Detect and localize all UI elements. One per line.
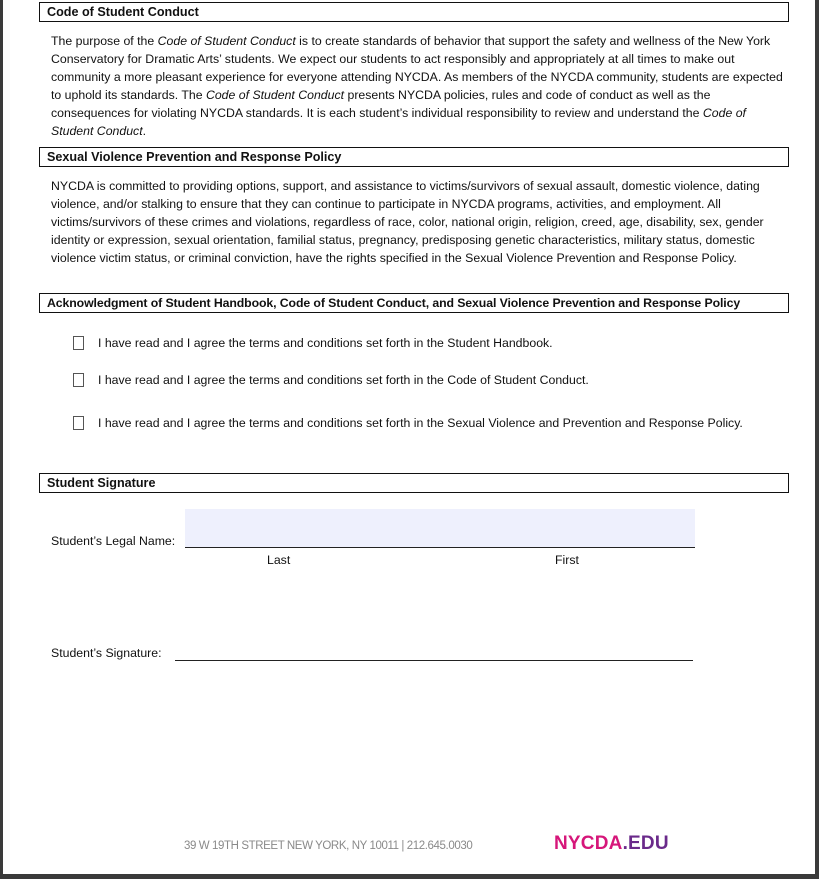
italic-title-ref: Code of Student Conduct: [157, 34, 296, 48]
ack-code-of-conduct-row[interactable]: [73, 371, 773, 389]
italic-title-ref: Code of Student Conduct: [51, 106, 746, 139]
text-run: is to create standards of behavior that support the safety and wellness of the New York Conservatory for Dramatic Arts’ students. We expect our students to act responsibly and appropriately at all times to make out community a more pleasant experience for everyone attending NYCDA. As members of the NYCDA community, students are expected to uphold its standards. The: [51, 34, 783, 103]
sexual-violence-policy-paragraph: NYCDA is committed to providing options, support, and assistance to victims/survivors of sexual assault, domestic violence, dating violence, and/or stalking to ensure that they can continue to participate in NYCDA programs, activities, and employment. All victims/survivors of these crimes and violations, regardless of race, color, national origin, religion, creed, age, disability, sex, gender identity or expression, sexual orientation, familial status, pregnancy, predisposing genetic characteristics, military status, domestic violence victim status, or criminal conviction, have the rights specified in the Sexual Violence Prevention and Response Policy.: [51, 179, 764, 266]
document-page: [3, 0, 815, 874]
checkbox-sexual-violence-policy[interactable]: [73, 416, 84, 430]
signature-label: Student’s Signature:: [51, 646, 162, 660]
first-name-caption: First: [555, 553, 579, 567]
brand-main: NYCDA: [554, 833, 623, 854]
checkbox-code-of-conduct[interactable]: [73, 373, 84, 387]
footer-brand-logo: [554, 833, 669, 855]
italic-title-ref: Code of Student Conduct: [205, 88, 345, 103]
section-header-sexual-violence-policy: Sexual Violence Prevention and Response Policy: [39, 147, 789, 167]
brand-suffix: .EDU: [622, 833, 669, 854]
footer-address: 39 W 19TH STREET NEW YORK, NY 10011 | 212.645.0030: [184, 840, 473, 852]
code-of-conduct-paragraph: [51, 32, 791, 141]
checkbox-label: I have read and I agree the terms and conditions set forth in the Student Handbook.: [98, 336, 553, 350]
checkbox-label: I have read and I agree the terms and conditions set forth in the Sexual Violence and Prevention and Response Policy.: [98, 416, 743, 430]
section-header-code-of-conduct: Code of Student Conduct: [39, 2, 789, 22]
signature-line[interactable]: [175, 660, 693, 661]
section-header-acknowledgment: Acknowledgment of Student Handbook, Code of Student Conduct, and Sexual Violence Prevention and Response Policy: [39, 293, 789, 313]
text-run: .: [142, 124, 147, 139]
ack-student-handbook-row[interactable]: [73, 334, 773, 352]
last-name-caption: Last: [267, 553, 291, 567]
legal-name-label: Student’s Legal Name:: [51, 534, 176, 548]
text-run: The purpose of the: [51, 34, 158, 48]
checkbox-label: I have read and I agree the terms and conditions set forth in the Code of Student Conduct.: [98, 373, 589, 387]
ack-sexual-violence-policy-row[interactable]: [73, 414, 773, 432]
legal-name-input[interactable]: [185, 509, 695, 548]
text-run: presents NYCDA policies, rules and code of conduct as well as the consequences for violating NYCDA standards. It is each student’s individual responsibility to review and understand the: [51, 88, 711, 121]
section-header-student-signature: Student Signature: [39, 473, 789, 493]
checkbox-student-handbook[interactable]: [73, 336, 84, 350]
